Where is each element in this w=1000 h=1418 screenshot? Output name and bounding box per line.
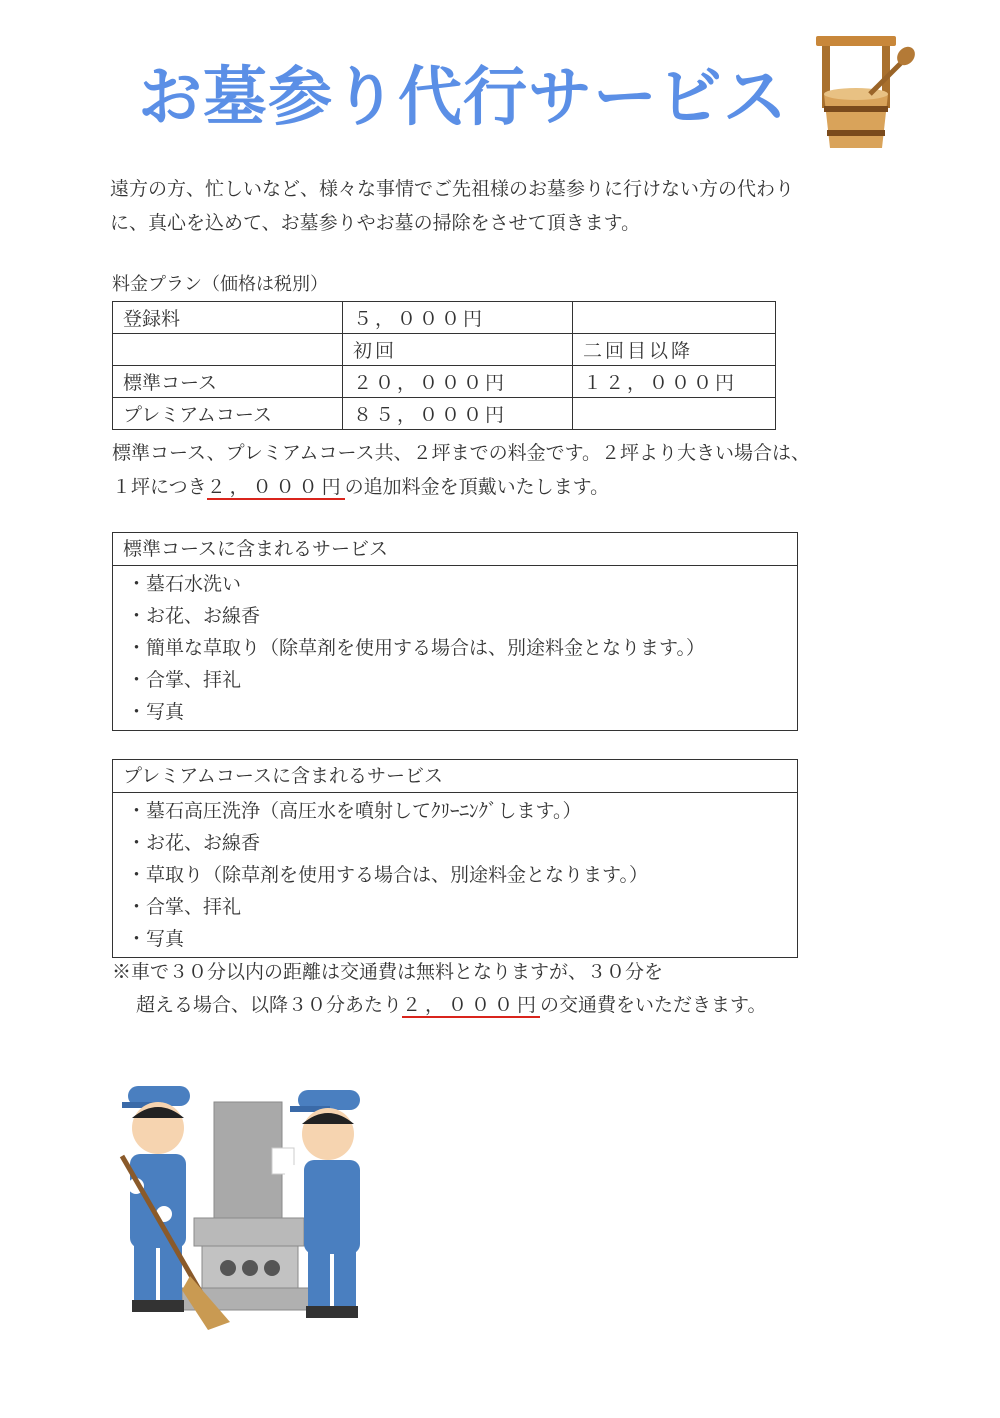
grave-cleaning-workers-illustration: [112, 1078, 374, 1334]
standard-services-heading: 標準コースに含まれるサービス: [113, 533, 797, 566]
intro-line: 遠方の方、忙しいなど、様々な事情でご先祖様のお墓参りに行けない方の代わり: [110, 178, 795, 200]
table-row: [113, 366, 776, 398]
list-item: ・お花、お線香: [127, 832, 261, 854]
travel-note: [112, 956, 767, 1022]
table-cell: 登録料: [113, 302, 343, 334]
premium-services-box: [112, 759, 798, 958]
table-row: [113, 302, 776, 334]
list-item: ・合掌、拝礼: [127, 669, 242, 691]
intro-line: に、真心を込めて、お墓参りやお墓の掃除をさせて頂きます。: [110, 212, 641, 234]
list-item: ・写真: [127, 701, 185, 723]
table-cell: [573, 398, 776, 430]
premium-services-list: [113, 793, 797, 957]
underlined-amount: ２，０００円: [206, 476, 345, 498]
note-text: の追加料金を頂戴いたします。: [344, 476, 610, 498]
note-text: １坪につき: [112, 476, 207, 498]
table-cell: ２０，０００円: [343, 366, 573, 398]
wooden-bucket-icon: [812, 30, 922, 155]
note-text: 超える場合、以降３０分あたり: [136, 994, 403, 1016]
pricing-table: [112, 301, 776, 430]
size-note: [112, 436, 810, 504]
note-line: [112, 989, 767, 1022]
list-item: ・草取り（除草剤を使用する場合は、別途料金となります。）: [127, 864, 648, 886]
list-item: ・お花、お線香: [127, 605, 261, 627]
table-row: [113, 398, 776, 430]
list-item: ・墓石水洗い: [127, 573, 242, 595]
intro-text: [110, 172, 900, 240]
table-cell: 標準コース: [113, 366, 343, 398]
table-cell: ５，０００円: [343, 302, 573, 334]
note-line: [112, 470, 810, 504]
underlined-amount: ２，０００円: [402, 994, 541, 1016]
table-cell: ８５，０００円: [343, 398, 573, 430]
note-text: の交通費をいただきます。: [540, 994, 767, 1016]
standard-services-list: [113, 566, 797, 730]
list-item: ・墓石高圧洗浄（高圧水を噴射してｸﾘｰﾆﾝｸﾞします。）: [127, 800, 582, 822]
table-cell: １２，０００円: [573, 366, 776, 398]
list-item: ・写真: [127, 928, 185, 950]
note-line: ※車で３０分以内の距離は交通費は無料となりますが、３０分を: [112, 961, 664, 983]
pricing-label: 料金プラン（価格は税別）: [112, 274, 328, 295]
list-item: ・合掌、拝礼: [127, 896, 242, 918]
table-cell: 初回: [343, 334, 573, 366]
table-row: [113, 334, 776, 366]
page-title: お墓参り代行サービス: [138, 61, 788, 135]
premium-services-heading: プレミアムコースに含まれるサービス: [113, 760, 797, 793]
table-cell: プレミアムコース: [113, 398, 343, 430]
table-cell: [113, 334, 343, 366]
standard-services-box: [112, 532, 798, 731]
list-item: ・簡単な草取り（除草剤を使用する場合は、別途料金となります。）: [127, 637, 705, 659]
table-cell: [573, 302, 776, 334]
note-line: 標準コース、プレミアムコース共、２坪までの料金です。２坪より大きい場合は、: [112, 442, 811, 464]
table-cell: 二回目以降: [573, 334, 776, 366]
